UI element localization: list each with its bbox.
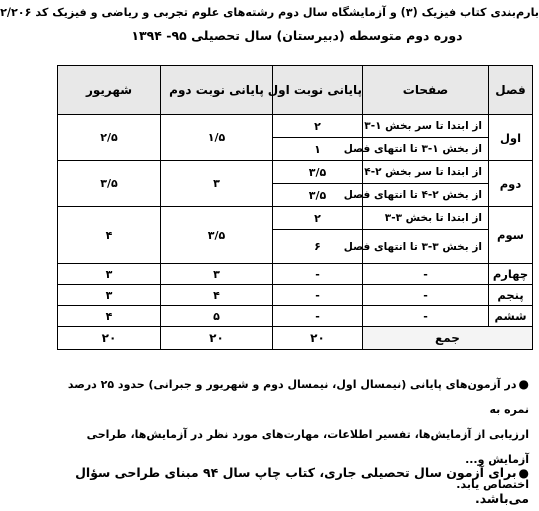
section-cell: از بخش ۱-۳ تا انتهای فصل bbox=[363, 138, 489, 161]
section-cell: از ابتدا تا سر بخش ۱-۳ bbox=[363, 115, 489, 138]
shahrivar-cell: ۳/۵ bbox=[58, 161, 161, 207]
section-cell: از بخش ۲-۴ تا انتهای فصل bbox=[363, 184, 489, 207]
final2-cell: ۱/۵ bbox=[161, 115, 273, 161]
section-cell: از ابتدا تا سر بخش ۲-۴ bbox=[363, 161, 489, 184]
bullet-icon: ● bbox=[518, 377, 529, 391]
table-row bbox=[58, 115, 533, 138]
final2-cell: ۳ bbox=[161, 264, 273, 285]
final1-cell: - bbox=[273, 264, 363, 285]
note-line: ارزیابی از آزمایش‌ها، تفسیر اطلاعات، مهارت‌های مورد نظر در آزمایش‌ها، طراحی آزمایش و... bbox=[86, 428, 529, 466]
section-cell: از ابتدا تا بخش ۳-۳ bbox=[363, 207, 489, 230]
final1-cell: ۱ bbox=[273, 138, 363, 161]
total-shahrivar: ۲۰ bbox=[58, 327, 161, 350]
pages-cell: - bbox=[363, 285, 489, 306]
shahrivar-cell: ۲/۵ bbox=[58, 115, 161, 161]
final2-cell: ۳ bbox=[161, 161, 273, 207]
table-row bbox=[58, 161, 533, 184]
note-line: اختصاص یابد. bbox=[456, 478, 529, 491]
header-chapter: فصل bbox=[489, 66, 533, 115]
final2-cell: ۳/۵ bbox=[161, 207, 273, 264]
table-row bbox=[58, 306, 533, 327]
page-title: بارم‌بندی کتاب فیزیک (۳) و آزمایشگاه سال دوم رشته‌های علوم تجربی و ریاضی و فیزیک کد ۲/۲۰۶ bbox=[0, 6, 539, 19]
chapter-cell: اول bbox=[489, 115, 533, 161]
chapter-cell: سوم bbox=[489, 207, 533, 264]
final1-cell: - bbox=[273, 306, 363, 327]
header-final2: پایانی نوبت دوم bbox=[161, 66, 273, 115]
final1-cell: - bbox=[273, 285, 363, 306]
final2-cell: ۴ bbox=[161, 285, 273, 306]
final1-cell: ۶ bbox=[273, 230, 363, 264]
section-cell: از بخش ۳-۳ تا انتهای فصل bbox=[363, 230, 489, 264]
chapter-cell: پنجم bbox=[489, 285, 533, 306]
table-row bbox=[58, 207, 533, 230]
shahrivar-cell: ۴ bbox=[58, 207, 161, 264]
shahrivar-cell: ۳ bbox=[58, 285, 161, 306]
table-row bbox=[58, 264, 533, 285]
page-subtitle: دوره دوم متوسطه (دبیرستان) سال تحصیلی ۹۵- ۱۳۹۴ bbox=[131, 28, 463, 43]
pages-cell: - bbox=[363, 306, 489, 327]
header-final1: پایانی نوبت اول bbox=[273, 66, 363, 115]
final1-cell: ۳/۵ bbox=[273, 184, 363, 207]
final2-cell: ۵ bbox=[161, 306, 273, 327]
note-textbook bbox=[65, 460, 529, 511]
table-row bbox=[58, 285, 533, 306]
score-table bbox=[57, 65, 533, 350]
chapter-cell: دوم bbox=[489, 161, 533, 207]
note-text: برای آزمون سال تحصیلی جاری، کتاب چاپ سال ۹۴ مبنای طراحی سؤال می‌باشد. bbox=[75, 465, 529, 506]
note-line bbox=[65, 372, 529, 422]
header-shahrivar: شهریور bbox=[58, 66, 161, 115]
final1-cell: ۲ bbox=[273, 207, 363, 230]
final1-cell: ۲ bbox=[273, 115, 363, 138]
total-label: جمع bbox=[363, 327, 533, 350]
shahrivar-cell: ۴ bbox=[58, 306, 161, 327]
final1-cell: ۳/۵ bbox=[273, 161, 363, 184]
header-pages: صفحات bbox=[363, 66, 489, 115]
chapter-cell: چهارم bbox=[489, 264, 533, 285]
bullet-icon: ● bbox=[518, 466, 529, 480]
note-text: در آزمون‌های پایانی (نیمسال اول، نیمسال دوم و شهریور و جبرانی) حدود ۲۵ درصد نمره به bbox=[67, 378, 529, 416]
total-row bbox=[58, 327, 533, 350]
pages-cell: - bbox=[363, 264, 489, 285]
total-final2: ۲۰ bbox=[161, 327, 273, 350]
chapter-cell: ششم bbox=[489, 306, 533, 327]
total-final1: ۲۰ bbox=[273, 327, 363, 350]
shahrivar-cell: ۳ bbox=[58, 264, 161, 285]
